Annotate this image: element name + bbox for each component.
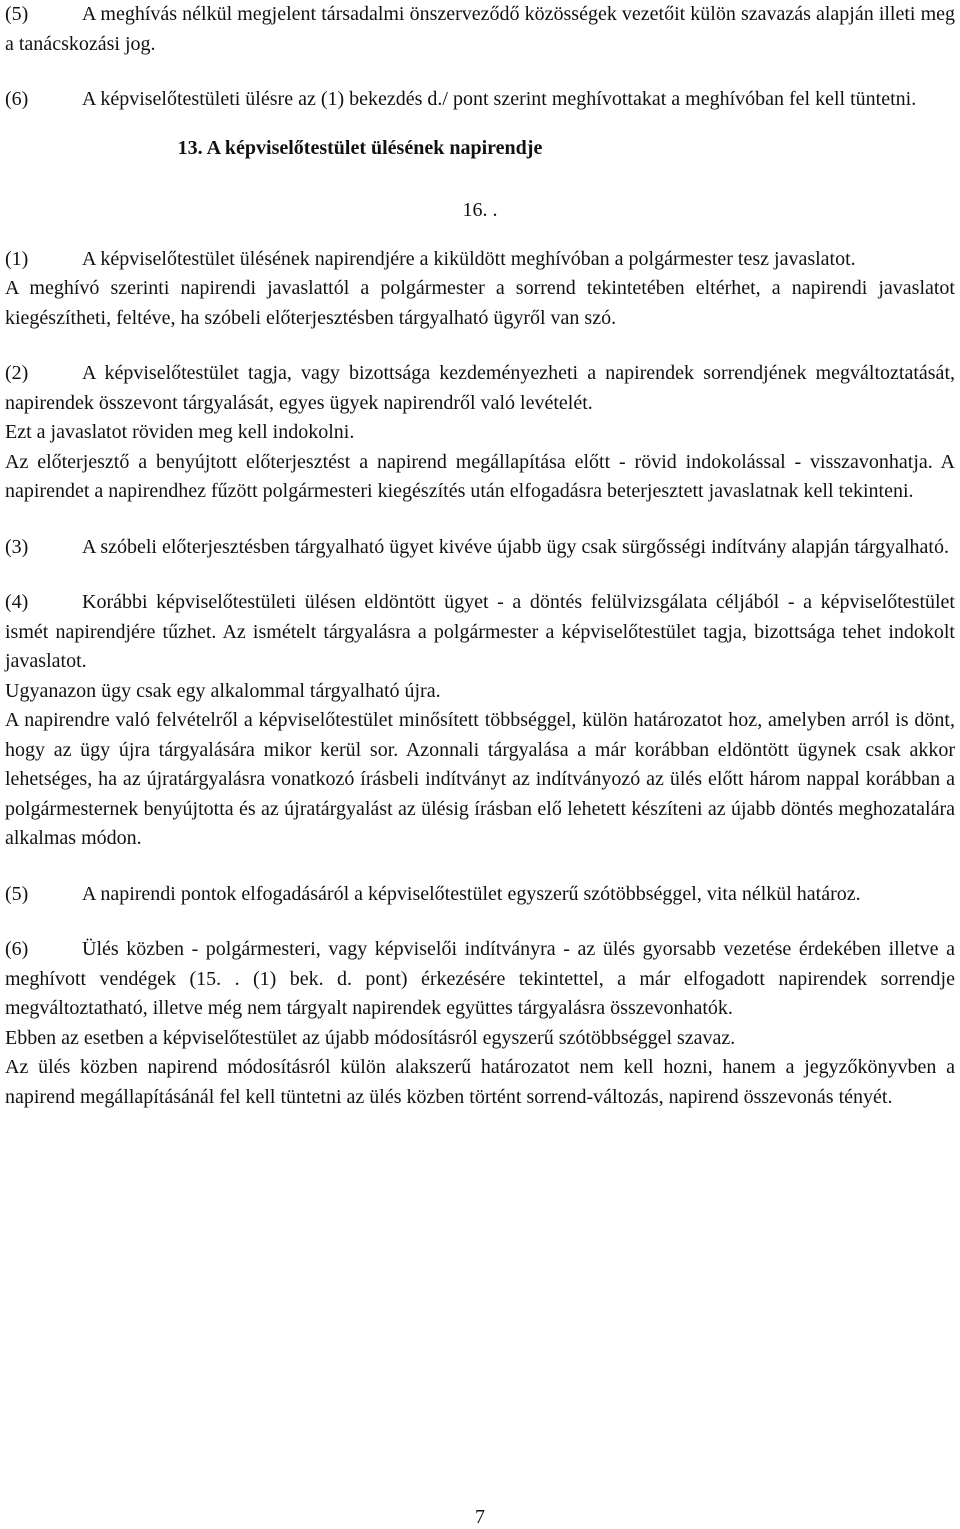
paragraph-number: (5) <box>5 882 29 905</box>
paragraph-number: (1) <box>5 247 29 270</box>
paragraph-4-line-3: A napirendre való felvételről a képviselőtestület minősített többséggel, külön határozatot hoz, amelyben arról is dönt, hogy az ügy újra tárgyalására mikor kerül sor. Azonnali tárgyalása a már korábban eldöntött ügynek csak akkor lehetséges, ha az újratárgyalásra vonatkozó írásbeli indítványt az indítványozó az ülés előtt három nappal korábban a polgármesternek benyújtotta és az újratárgyalást az ülésig írásban elő lehetett készíteni az újabb döntés meghozatalára alkalmas módon. <box>5 709 955 849</box>
paragraph-number: (6) <box>5 88 29 110</box>
paragraph-text: A képviselőtestület ülésének napirendjére a kiküldött meghívóban a polgármester tesz javaslatot. <box>82 247 856 270</box>
paragraph-4-line-2: Ugyanazon ügy csak egy alkalommal tárgyalható újra. <box>5 679 441 702</box>
paragraph-text: A meghívás nélkül megjelent társadalmi önszerveződő közösségek vezetőit külön szavazás alapján illeti meg a tanácskozási jog. <box>5 3 955 55</box>
paragraph-text: Ülés közben - polgármesteri, vagy képviselői indítványra - az ülés gyorsabb vezetése érdekében illetve a meghívott vendégek (15. . (1) bek. d. pont) érkezésére tekintettel, a már elfogadott napirendek sorrendje megváltoztatható, illetve még nem tárgyalt napirendek együttes tárgyalásra összevonhatók. <box>5 938 955 1019</box>
paragraph-number: (2) <box>5 362 29 384</box>
section-heading: 13. A képviselőtestület ülésének napirendje <box>177 136 543 159</box>
paragraph-text: Korábbi képviselőtestületi ülésen eldöntött ügyet - a döntés felülvizsgálata céljából - a képviselőtestület ismét napirendjére tűzhet. Az ismételt tárgyalásra a polgármester a képviselőtestület tagja, bizottsága tehet indokolt javaslatot. <box>5 591 955 672</box>
paragraph-4 <box>5 588 955 677</box>
paragraph-6 <box>5 935 955 1024</box>
paragraph-text: A képviselőtestületi ülésre az (1) bekezdés d./ pont szerint meghívottakat a meghívóban fel kell tüntetni. <box>82 88 917 110</box>
paragraph-1 <box>5 245 955 275</box>
paragraph-6-line-3: Az ülés közben napirend módosításról külön alakszerű határozatot nem kell hozni, hanem a jegyzőkönyvben a napirend megállapításánál fel kell tüntetni az ülés közben történt sorrend-változás, napirend összevonás tényét. <box>5 1056 955 1108</box>
paragraph-5 <box>5 880 955 910</box>
paragraph-5-prev <box>5 0 955 59</box>
paragraph-text: A napirendi pontok elfogadásáról a képviselőtestület egyszerű szótöbbséggel, vita nélkül határoz. <box>82 882 861 905</box>
paragraph-number-heading: 16. . <box>462 199 498 221</box>
document-page <box>5 0 955 1112</box>
paragraph-number: (5) <box>5 3 29 25</box>
paragraph-6-line-2: Ebben az esetben a képviselőtestület az újabb módosításról egyszerű szótöbbséggel szavaz. <box>5 1026 736 1049</box>
page-number: 7 <box>475 1506 485 1528</box>
paragraph-text: A szóbeli előterjesztésben tárgyalható ügyet kivéve újabb ügy csak sürgősségi indítvány alapján tárgyalható. <box>82 535 949 558</box>
paragraph-6-prev <box>5 85 955 115</box>
paragraph-text: A képviselőtestület tagja, vagy bizottsága kezdeményezheti a napirendek sorrendjének megváltoztatását, napirendek összevont tárgyalását, egyes ügyek napirendről való levételét. <box>5 362 955 414</box>
paragraph-3 <box>5 533 955 563</box>
paragraph-2-line-3: Az előterjesztő a benyújtott előterjesztést a napirend megállapítása előtt - rövid indokolással - visszavonhatja. A napirendet a napirendhez fűzött polgármesteri kiegészítés után elfogadásra beterjesztett javaslatnak kell tekinteni. <box>5 450 955 502</box>
paragraph-number: (6) <box>5 938 29 960</box>
paragraph-2 <box>5 359 955 418</box>
paragraph-1-continuation: A meghívó szerinti napirendi javaslattól a polgármester a sorrend tekintetében eltérhet, a napirendi javaslatot kiegészítheti, feltéve, ha szóbeli előterjesztésben tárgyalható ügyről van szó. <box>5 277 955 329</box>
paragraph-number: (3) <box>5 535 29 558</box>
paragraph-2-line-2: Ezt a javaslatot röviden meg kell indokolni. <box>5 421 355 443</box>
paragraph-number: (4) <box>5 591 29 613</box>
